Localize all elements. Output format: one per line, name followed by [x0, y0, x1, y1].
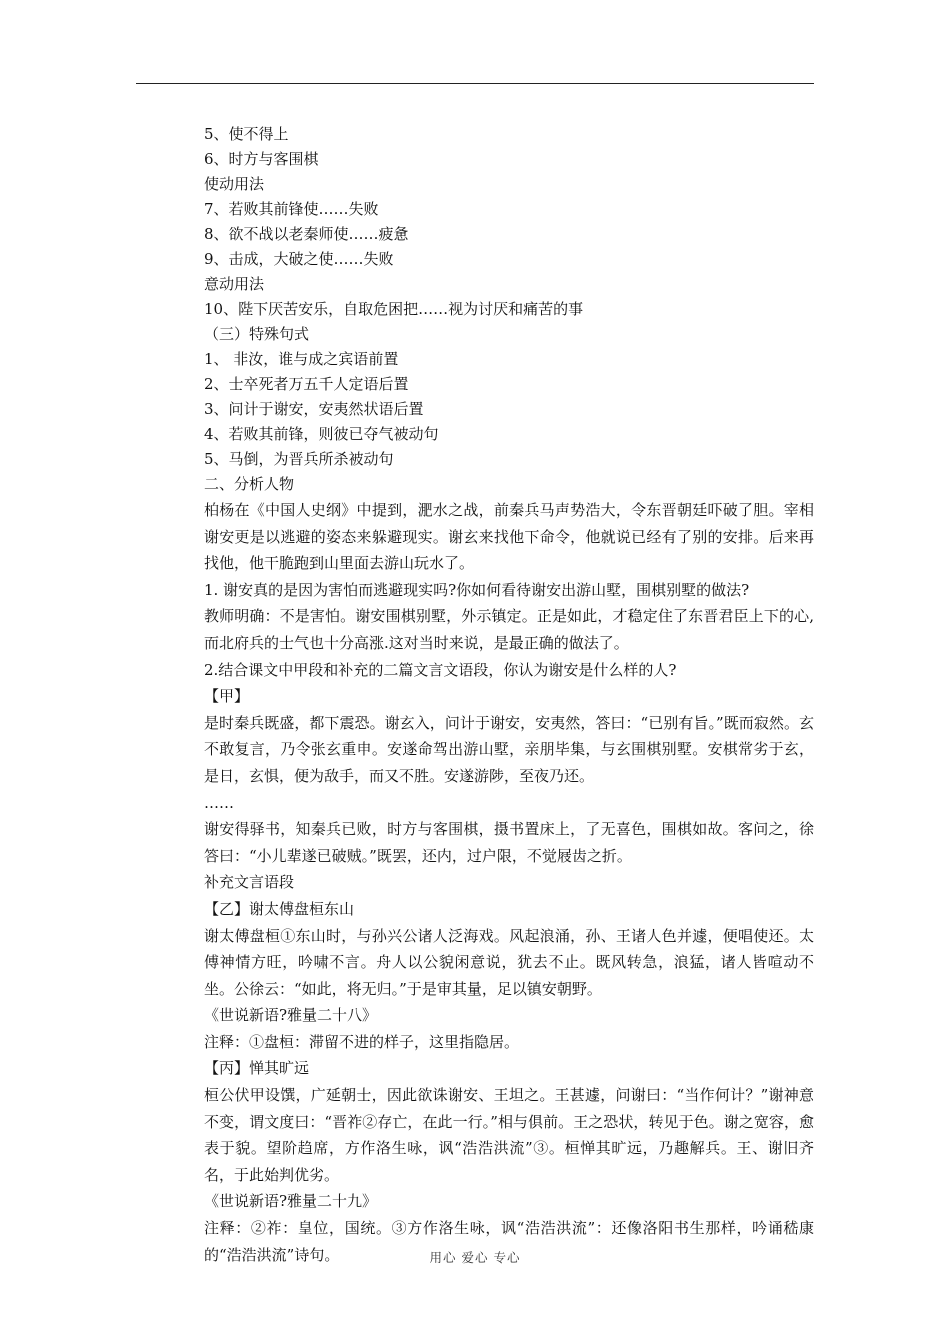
header-rule — [136, 83, 814, 84]
paragraph-text: 柏杨在《中国人史纲》中提到，淝水之战，前秦兵马声势浩大，令东晋朝廷吓破了胆。宰相谢安更是以逃避的姿态来躲避现实。谢玄来找他下命令，他就说已经有了别的安排。后来再找他，他干脆跑到山里面去游山玩水了。 — [204, 501, 814, 573]
teacher-answer — [136, 603, 814, 656]
passage-yi-source — [136, 1002, 814, 1029]
passage-yi — [136, 923, 814, 1003]
list-item: 2、士卒死者万五千人定语后置 — [204, 375, 409, 393]
list-item: 7、若败其前锋使……失败 — [204, 200, 379, 218]
passage-jia — [136, 710, 814, 790]
section-label: 使动用法 — [204, 175, 265, 193]
section-label: 意动用法 — [204, 275, 265, 293]
list-item: 9、击成，大破之使……失败 — [204, 250, 394, 268]
question-1 — [136, 577, 814, 604]
paragraph-text: 桓公伏甲设馔，广延朝士，因此欲诛谢安、王坦之。王甚遽，问谢曰：“当作何计？”谢神意不变，谓文度曰：“晋祚②存亡，在此一行。”相与俱前。王之恐状，转见于色。谢之宽容，愈表于貌。望阶趋席，方作洛生咏，讽“浩浩洪流”③。桓惮其旷远，乃趣解兵。王、谢旧齐名，于此始判优劣。 — [204, 1086, 814, 1184]
paragraph-text: 是时秦兵既盛，都下震恐。谢玄入，问计于谢安，安夷然，答曰：“已别有旨。”既而寂然。玄不敢复言，乃令张玄重申。安遂命驾出游山墅，亲朋毕集，与玄围棋别墅。安棋常劣于玄，是日，玄惧，便为敌手，而又不胜。安遂游陟，至夜乃还。 — [204, 713, 814, 785]
paragraph-text: 教师明确：不是害怕。谢安围棋别墅，外示镇定。正是如此，才稳定住了东晋君臣上下的心,而北府兵的士气也十分高涨.这对当时来说，是最正确的做法了。 — [204, 607, 814, 652]
heading-text: 【甲】 — [204, 687, 250, 706]
list-item: 3、问计于谢安，安夷然状语后置 — [204, 400, 424, 418]
passage-bing-title — [136, 1055, 814, 1082]
paragraph-intro — [136, 497, 814, 577]
list-item: 5、使不得上 — [204, 125, 289, 143]
source-citation: 《世说新语?雅量二十九》 — [204, 1192, 378, 1211]
paragraph-text: 2.结合课文中甲段和补充的二篇文言文语段，你认为谢安是什么样的人? — [204, 660, 677, 679]
list-item: 1、 非汝，谁与成之宾语前置 — [204, 350, 399, 368]
list-item: 6、时方与客围棋 — [204, 150, 319, 168]
passage-bing-source — [136, 1188, 814, 1215]
passage-jia-2 — [136, 816, 814, 869]
passage-bing — [136, 1082, 814, 1188]
passage-yi-note — [136, 1029, 814, 1056]
section-heading: 二、分析人物 — [204, 475, 295, 493]
ellipsis-line — [136, 790, 814, 817]
list-item: 10、陛下厌苦安乐，自取危困把……视为讨厌和痛苦的事 — [204, 300, 584, 318]
passage-yi-title — [136, 896, 814, 923]
page-footer: 用心 爱心 专心 — [429, 1250, 521, 1265]
heading-text: 补充文言语段 — [204, 873, 295, 892]
footnote: 注释：②祚：皇位，国统。③方作洛生咏，讽“浩浩洪流”：还像洛阳书生那样，吟诵嵇康的“浩浩洪流”诗句。 — [204, 1219, 814, 1264]
question-2 — [136, 657, 814, 684]
paragraph-text: 谢安得驿书，知秦兵已败，时方与客围棋，摄书置床上，了无喜色，围棋如故。客问之，徐答曰：“小儿辈遂已破贼。”既罢，还内，过户限，不觉屐齿之折。 — [204, 820, 814, 865]
passage-jia-title — [136, 683, 814, 710]
supplement-title — [136, 869, 814, 896]
list-item: 4、若败其前锋，则彼已夺气被动句 — [204, 425, 439, 443]
document-body — [136, 122, 814, 1268]
list-item: 8、欲不战以老秦师使……疲惫 — [204, 225, 409, 243]
list-item: 5、马倒，为晋兵所杀被动句 — [204, 450, 394, 468]
paragraph-text: 1. 谢安真的是因为害怕而逃避现实吗?你如何看待谢安出游山墅，围棋别墅的做法? — [204, 580, 750, 599]
heading-text: 【乙】谢太傅盘桓东山 — [204, 899, 355, 918]
ellipsis: …… — [204, 793, 234, 812]
paragraph-text: 谢太傅盘桓①东山时，与孙兴公诸人泛海戏。风起浪涌，孙、王诸人色并遽，便唱使还。太傅神情方旺，吟啸不言。舟人以公貌闲意说，犹去不止。既风转急，浪猛，诸人皆喧动不坐。公徐云：“如此，将无归。”于是审其量，足以镇安朝野。 — [204, 926, 814, 998]
section-heading: （三）特殊句式 — [204, 325, 310, 343]
footnote: 注释：①盘桓：滞留不进的样子，这里指隐居。 — [204, 1032, 520, 1051]
heading-text: 【丙】惮其旷远 — [204, 1059, 310, 1078]
source-citation: 《世说新语?雅量二十八》 — [204, 1006, 378, 1025]
